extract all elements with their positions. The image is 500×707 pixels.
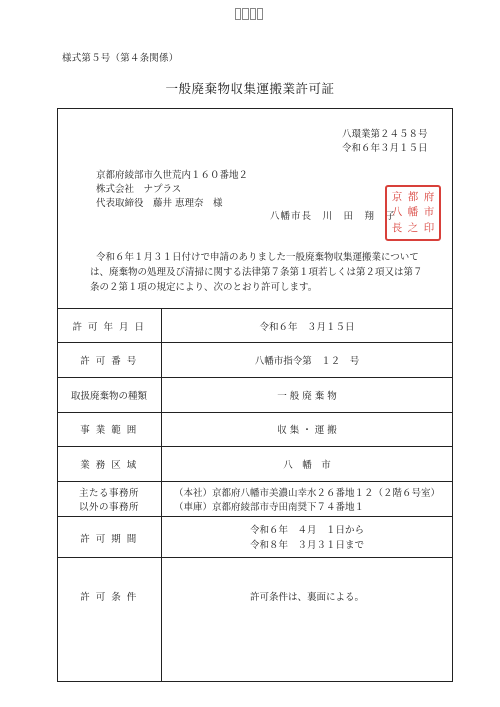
value-office-garage: （車庫）京都府綾部市寺田南奨下７４番地１ xyxy=(174,502,365,513)
label-waste-type: 取扱廃棄物の種類 xyxy=(70,391,147,402)
table-rule xyxy=(57,557,453,558)
addressee-address: 京都府綾部市久世荒内１６０番地２ xyxy=(96,170,249,181)
permit-statement xyxy=(90,250,438,295)
label-service-area: 業 務 区 域 xyxy=(80,460,138,471)
value-permit-number: 八幡市指令第 １２ 号 xyxy=(254,356,360,367)
value-service-area: 八 幡 市 xyxy=(283,460,331,471)
label-permit-period: 許 可 期 間 xyxy=(80,534,138,545)
table-rule xyxy=(57,412,453,413)
label-permit-conditions: 許 可 条 件 xyxy=(80,592,138,603)
table-rule xyxy=(57,342,453,343)
official-seal: 京 都 府 八 幡 市 長 之 印 xyxy=(385,185,441,241)
issuer-name: 八幡市長 川 田 翔 子 xyxy=(270,211,397,222)
table-rule xyxy=(57,377,453,378)
barcode-mark xyxy=(235,8,263,20)
addressee-representative: 代表取締役 藤井 恵理奈 様 xyxy=(96,198,223,209)
value-permit-conditions: 許可条件は、裏面による。 xyxy=(249,592,364,603)
document-title: 一般廃棄物収集運搬業許可証 xyxy=(165,81,335,96)
statement-line: は、廃棄物の処理及び清掃に関する法律第７条第１項若しくは第２項又は第７ xyxy=(90,267,423,278)
label-business-scope: 事 業 範 囲 xyxy=(80,425,138,436)
value-office-head: （本社）京都府八幡市美濃山幸水２６番地１２（２階６号室） xyxy=(174,488,441,499)
value-business-scope: 収 集 ・ 運 搬 xyxy=(277,425,337,436)
table-rule xyxy=(57,446,453,447)
value-permit-date: 令和６年 ３月１５日 xyxy=(259,322,355,333)
label-permit-date: 許 可 年 月 日 xyxy=(72,322,146,333)
table-rule xyxy=(57,481,453,482)
value-period-start: 令和６年 ４月 １日から xyxy=(249,525,364,536)
label-other-offices-2: 以外の事務所 xyxy=(78,502,139,513)
addressee-company: 株式会社 ナプラス xyxy=(96,184,182,195)
label-other-offices-1: 主たる事務所 xyxy=(78,488,139,499)
label-permit-number: 許 可 番 号 xyxy=(80,356,138,367)
statement-line: 条の２第１項の規定により、次のとおり許可します。 xyxy=(90,282,318,293)
value-period-end: 令和８年 ３月３１日まで xyxy=(249,540,364,551)
issue-date: 令和６年３月１５日 xyxy=(342,143,428,154)
statement-line: 令和６年１月３１日付けで申請のありました一般廃棄物収集運搬業について xyxy=(96,252,419,263)
table-rule xyxy=(57,516,453,517)
permit-number: 八環業第２４５８号 xyxy=(342,129,428,140)
form-number: 様式第５号（第４条関係） xyxy=(62,53,179,64)
value-waste-type: 一 般 廃 棄 物 xyxy=(277,391,337,402)
table-rule xyxy=(57,308,453,309)
